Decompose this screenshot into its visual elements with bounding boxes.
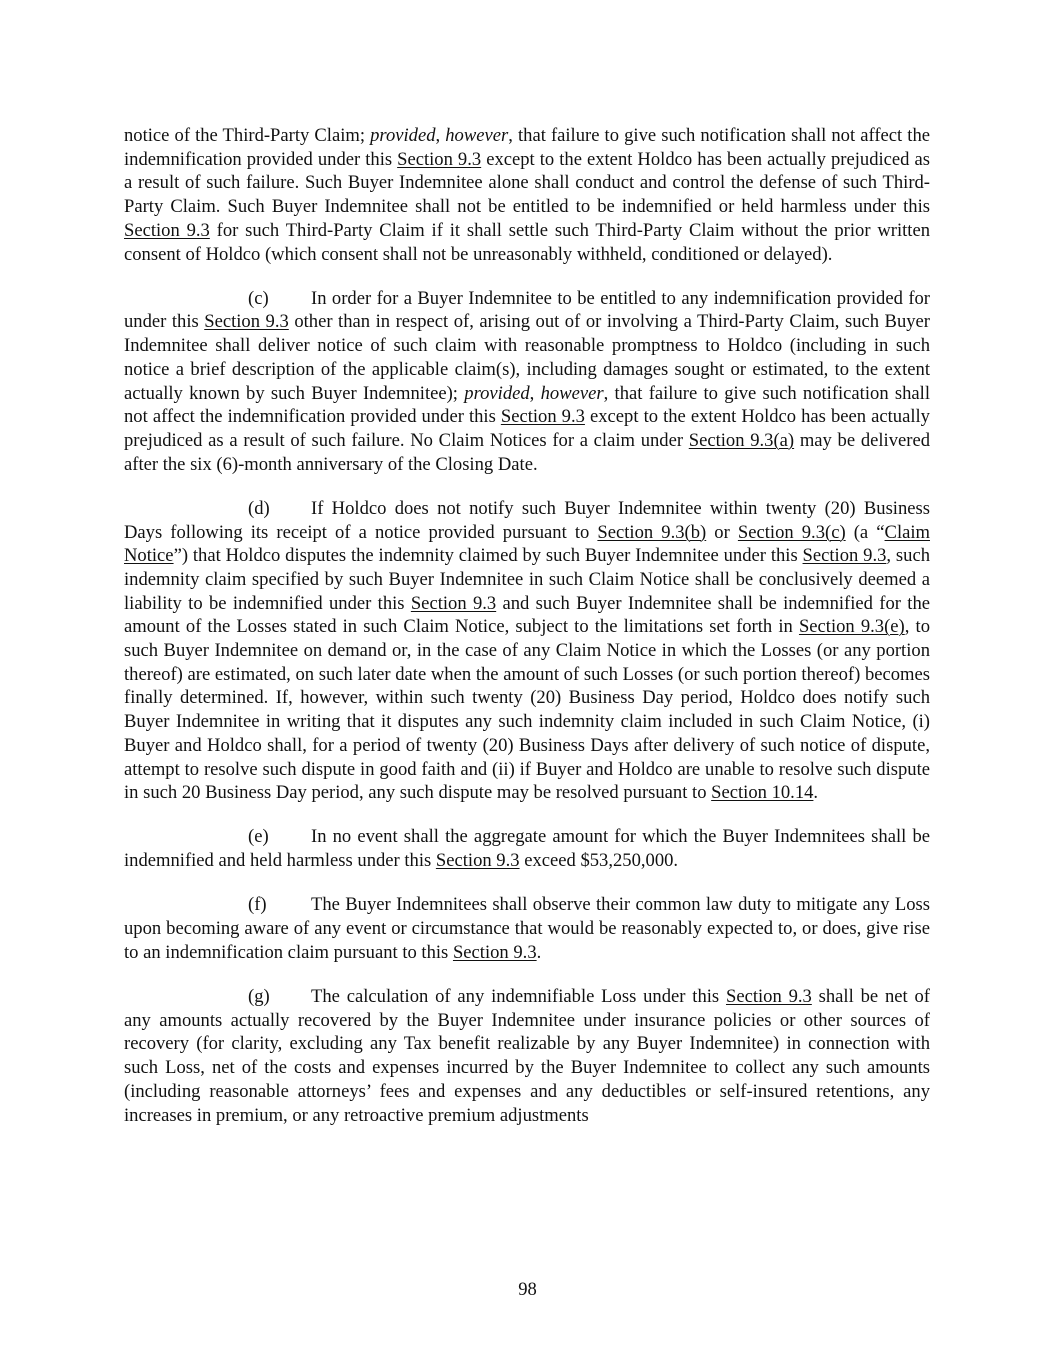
text-run: , — [435, 125, 446, 146]
section-reference: Section 9.3 — [802, 545, 887, 567]
text-run: If Holdco does not notify such Buyer Indemnitee within twenty (20) Business Days following its receipt of a notice provided pursuant to — [124, 497, 930, 543]
text-run: , that failure to give such notification shall not affect the indemnification provided under this — [124, 125, 930, 170]
continuation-paragraph — [124, 124, 930, 266]
text-run: , such indemnity claim specified by such Buyer Indemnitee in such Claim Notice shall be conclusively deemed a liability to be indemnified under this — [124, 545, 931, 614]
text-run: except to the extent Holdco has been actually prejudiced as a result of such failure. No Claim Notices for a claim under — [124, 406, 930, 451]
section-reference: Section 10.14 — [711, 782, 814, 804]
section-reference: Section 9.3(c) — [737, 521, 846, 543]
text-run: (a “ — [845, 521, 885, 543]
text-run: ”) that Holdco disputes the indemnity claimed by such Buyer Indemnitee under this — [173, 545, 803, 567]
section-reference: Section 9.3(a) — [688, 429, 795, 451]
section-reference: Section 9.3 — [204, 311, 289, 333]
section-reference: Section 9.3 — [435, 850, 520, 872]
section-reference: Section 9.3 — [452, 941, 537, 963]
section-reference: Section 9.3(b) — [597, 521, 707, 543]
section-paragraph-f — [124, 893, 930, 964]
text-run: exceed $53,250,000. — [519, 850, 679, 872]
italic-text: however — [540, 382, 604, 404]
text-run: , — [529, 382, 541, 404]
text-run: In order for a Buyer Indemnitee to be entitled to any indemnification provided for under this — [124, 287, 930, 333]
text-run: and such Buyer Indemnitee shall be indemnified for the amount of the Losses stated in such Claim Notice, subject to the limitations set forth in — [124, 592, 931, 638]
paragraph-label: (f) — [248, 894, 267, 916]
italic-text: provided — [464, 382, 530, 404]
section-reference: Section 9.3 — [725, 986, 812, 1007]
text-run: may be delivered after the six (6)-month anniversary of the Closing Date. — [124, 429, 930, 475]
text-run: . — [536, 941, 542, 963]
text-run: except to the extent Holdco has been actually prejudiced as a result of such failure. Such Buyer Indemnitee alone shall conduct and control the defense of such Third-Party Claim. Such Buyer Indemnitee shall not be entitled to be indemnified or held harmless under this — [124, 148, 930, 218]
text-run: shall be net of any amounts actually recovered by the Buyer Indemnitee under insurance policies or other sources of recovery (for clarity, excluding any Tax benefit realizable by any Buyer Indemnitee) in connection with such Loss, net of the costs and expenses incurred by the Buyer Indemnitee to collect any such amounts (including reasonable attorneys’ fees and expenses and any deductibles or self-insured retentions, any increases in premium, or any retroactive premium adjustments — [124, 986, 930, 1126]
paragraph-label: (d) — [248, 497, 270, 519]
text-run: , that failure to give such notification shall not affect the indemnification provided under this — [124, 382, 931, 428]
section-reference: Section 9.3(e) — [798, 616, 905, 638]
section-reference: Section 9.3 — [500, 406, 585, 428]
text-run: . — [813, 782, 819, 804]
section-paragraph-d — [124, 497, 930, 805]
italic-text: however — [445, 125, 509, 146]
text-run: The Buyer Indemnitees shall observe their common law duty to mitigate any Loss upon becoming aware of any event or circumstance that would be reasonably expected to, or does, give rise to an indemnification claim pursuant to this — [124, 894, 930, 963]
section-reference: Section 9.3 — [124, 219, 210, 241]
page-number: 98 — [518, 1279, 537, 1300]
text-run: or — [706, 521, 738, 543]
document-body — [124, 124, 930, 1148]
text-run: other than in respect of, arising out of or involving a Third-Party Claim, such Buyer Indemnitee shall deliver notice of such claim with reasonable promptness to Holdco (including in such notice a brief description of the applicable claim(s), including damages sought or estimated, to the extent actually known by such Buyer Indemnitee); — [124, 311, 930, 404]
section-reference: Section 9.3 — [410, 592, 497, 614]
section-reference: Section 9.3 — [397, 148, 482, 170]
italic-text: provided — [370, 125, 436, 146]
paragraph-label: (e) — [248, 826, 269, 848]
text-run: , to such Buyer Indemnitee on demand or, in the case of any Claim Notice in which the Losses (or any portion thereof) are estimated, on such later date when the amount of such Losses (or such portion thereof) becomes finally determined. If, however, within such twenty (20) Business Day period, Holdco does notify such Buyer Indemnitee in writing that it disputes any such indemnity claim included in such Claim Notice, (i) Buyer and Holdco shall, for a period of twenty (20) Business Days after delivery of such notice of dispute, attempt to resolve such dispute in good faith and (ii) if Buyer and Holdco are unable to resolve such dispute in such 20 Business Day period, any such dispute may be resolved pursuant to — [124, 616, 930, 804]
text-run: for such Third-Party Claim if it shall settle such Third-Party Claim without the prior written consent of Holdco (which consent shall not be unreasonably withheld, conditioned or delayed). — [124, 219, 930, 265]
text-run: In no event shall the aggregate amount for which the Buyer Indemnitees shall be indemnified and held harmless under this — [124, 826, 930, 872]
section-paragraph-e — [124, 825, 930, 872]
paragraph-label: (g) — [248, 986, 270, 1007]
section-reference: Claim Notice — [124, 521, 930, 567]
paragraph-label: (c) — [248, 287, 269, 309]
section-paragraph-c — [124, 287, 930, 477]
text-run: notice of the Third-Party Claim; — [124, 125, 371, 146]
text-run: The calculation of any indemnifiable Loss under this — [311, 986, 726, 1007]
section-paragraph-g — [124, 985, 930, 1127]
